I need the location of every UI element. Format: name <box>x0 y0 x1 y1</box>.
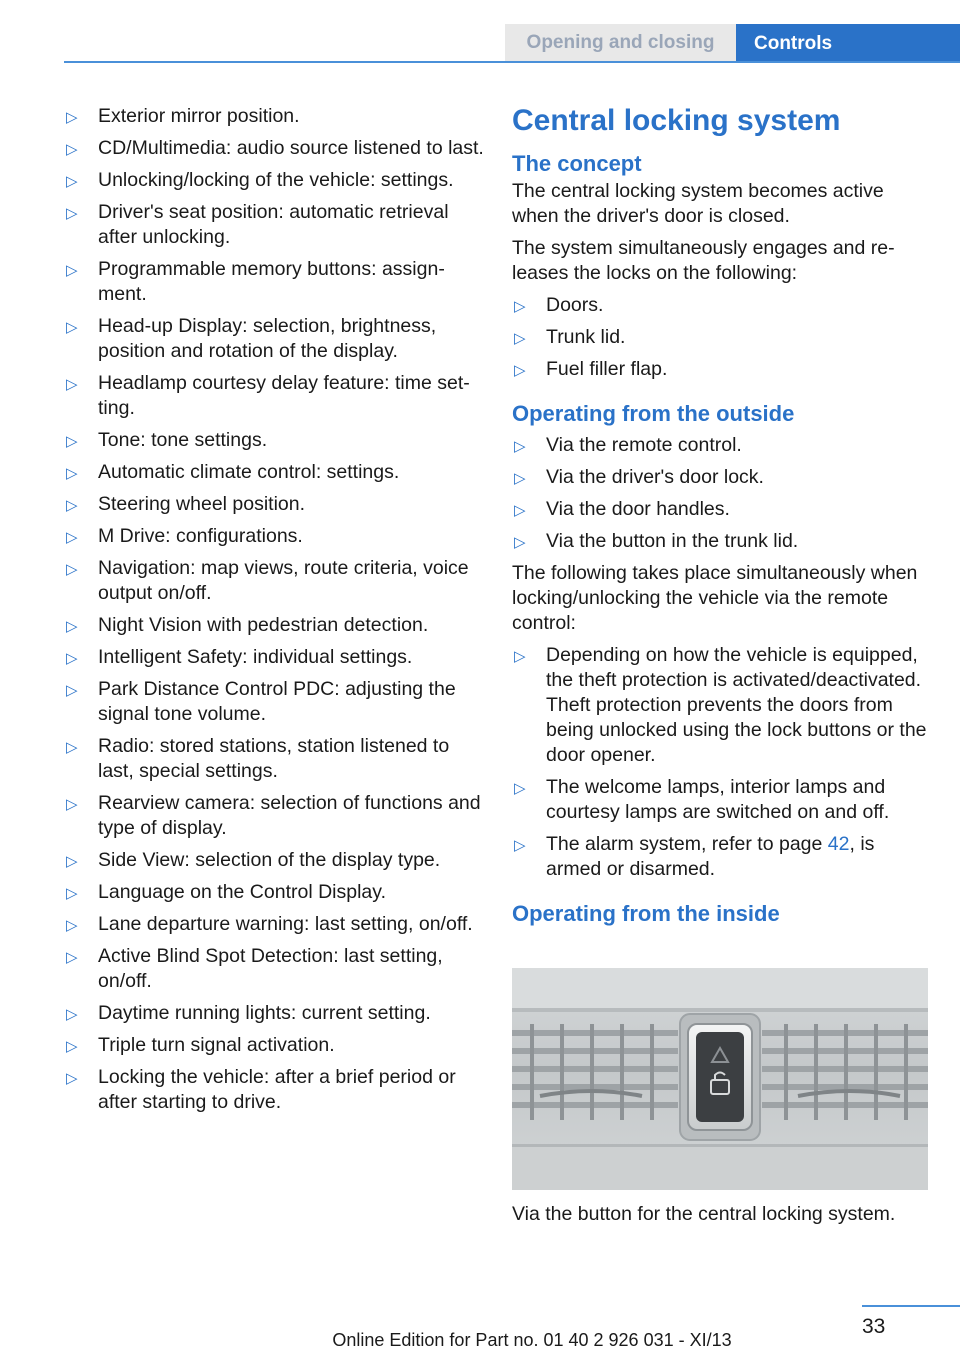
footer-rule <box>862 1305 960 1307</box>
remote-effects-list <box>512 643 932 882</box>
triangle-bullet-icon: ▷ <box>66 173 78 190</box>
triangle-bullet-icon: ▷ <box>514 502 526 519</box>
triangle-bullet-icon: ▷ <box>66 917 78 934</box>
page-number: 33 <box>862 1315 886 1338</box>
triangle-bullet-icon: ▷ <box>66 618 78 635</box>
triangle-bullet-icon: ▷ <box>514 298 526 315</box>
list-item: ▷ Doors. <box>512 293 932 318</box>
triangle-bullet-icon: ▷ <box>514 837 526 854</box>
triangle-bullet-icon: ▷ <box>66 682 78 699</box>
triangle-bullet-icon: ▷ <box>66 1070 78 1087</box>
triangle-bullet-icon: ▷ <box>66 109 78 126</box>
triangle-bullet-icon: ▷ <box>66 319 78 336</box>
triangle-bullet-icon: ▷ <box>66 796 78 813</box>
triangle-bullet-icon: ▷ <box>66 853 78 870</box>
list-item: ▷ Tone: tone settings. <box>64 428 484 453</box>
list-item: ▷ Side View: selection of the display type. <box>64 848 484 873</box>
inside-heading: Operating from the inside <box>512 901 780 926</box>
triangle-bullet-icon: ▷ <box>514 438 526 455</box>
triangle-bullet-icon: ▷ <box>66 739 78 756</box>
triangle-bullet-icon: ▷ <box>66 1038 78 1055</box>
list-item: ▷ Automatic climate control: settings. <box>64 460 484 485</box>
triangle-bullet-icon: ▷ <box>66 497 78 514</box>
list-item: ▷ Locking the vehicle: after a brief period or after starting to drive. <box>66 1066 456 1113</box>
list-item: ▷ Steering wheel position. <box>64 492 484 517</box>
triangle-bullet-icon: ▷ <box>514 470 526 487</box>
outside-paragraph: The following takes place simultaneously when locking/unlocking the vehicle via the remote control: <box>512 562 918 634</box>
outside-list <box>512 433 932 554</box>
concept-paragraph-2: The system simultaneously engages and releases the locks on the following: <box>512 237 895 284</box>
list-item: ▷ Driver's seat position: automatic retrieval after unlocking. <box>66 201 449 248</box>
list-item: ▷ The alarm system, refer to page 42, is armed or disarmed. <box>514 833 875 880</box>
list-item: ▷ Trunk lid. <box>512 325 932 350</box>
header-tab-opening-closing: Opening and closing <box>505 24 736 61</box>
list-item: ▷ Via the driver's door lock. <box>512 465 932 490</box>
list-item: ▷ Language on the Control Display. <box>64 880 484 905</box>
triangle-bullet-icon: ▷ <box>66 529 78 546</box>
list-item: ▷ Depending on how the vehicle is equipped, the theft protection is activated/deactivated. Theft protection prevents the doors from being unlocked using the lock buttons or the door opener. <box>514 644 927 766</box>
triangle-bullet-icon: ▷ <box>514 648 526 665</box>
list-item: ▷ Exterior mirror position. <box>64 104 484 129</box>
outside-heading: Operating from the outside <box>512 401 795 426</box>
list-item: ▷ Active Blind Spot Detection: last setting, on/off. <box>66 945 443 992</box>
footer-edition: Online Edition for Part no. 01 40 2 926 031 - XI/13 <box>332 1330 732 1350</box>
list-item: ▷ Daytime running lights: current setting. <box>64 1001 484 1026</box>
memory-settings-list <box>64 104 484 1115</box>
list-item: ▷ CD/Multimedia: audio source listened to last. <box>64 136 484 161</box>
triangle-bullet-icon: ▷ <box>66 465 78 482</box>
left-column <box>64 104 484 1122</box>
list-item: ▷ Via the remote control. <box>512 433 932 458</box>
right-column <box>512 104 932 933</box>
list-item: ▷ Unlocking/locking of the vehicle: settings. <box>64 168 484 193</box>
concept-paragraph-1: The central locking system becomes active when the driver's door is closed. <box>512 180 884 227</box>
triangle-bullet-icon: ▷ <box>66 376 78 393</box>
list-item: ▷ Intelligent Safety: individual settings. <box>64 645 484 670</box>
triangle-bullet-icon: ▷ <box>66 1006 78 1023</box>
section-title: Central locking system <box>512 104 841 137</box>
triangle-bullet-icon: ▷ <box>514 780 526 797</box>
list-item: ▷ Rearview camera: selection of functions and type of display. <box>66 792 481 839</box>
vent-panel-illustration <box>512 968 928 1190</box>
list-item: ▷ M Drive: configurations. <box>64 524 484 549</box>
list-item: ▷ Via the door handles. <box>512 497 932 522</box>
triangle-bullet-icon: ▷ <box>66 650 78 667</box>
list-item: ▷ Programmable memory buttons: assignment. <box>66 258 445 305</box>
concept-list <box>512 293 932 382</box>
triangle-bullet-icon: ▷ <box>514 362 526 379</box>
triangle-bullet-icon: ▷ <box>514 330 526 347</box>
list-item: ▷ The welcome lamps, interior lamps and courtesy lamps are switched on and off. <box>514 776 890 823</box>
list-item: ▷ Head-up Display: selection, brightness, position and rotation of the display. <box>66 315 437 362</box>
header-tab-controls: Controls <box>736 24 960 63</box>
list-item: ▷ Via the button in the trunk lid. <box>512 529 932 554</box>
triangle-bullet-icon: ▷ <box>66 141 78 158</box>
page-reference-link[interactable]: 42 <box>827 833 850 855</box>
triangle-bullet-icon: ▷ <box>66 949 78 966</box>
list-item: ▷ Triple turn signal activation. <box>64 1033 484 1058</box>
list-item: ▷ Fuel filler flap. <box>512 357 932 382</box>
list-item: ▷ Lane departure warning: last setting, on/off. <box>64 912 484 937</box>
triangle-bullet-icon: ▷ <box>514 534 526 551</box>
triangle-bullet-icon: ▷ <box>66 205 78 222</box>
central-locking-button-photo <box>512 968 928 1190</box>
triangle-bullet-icon: ▷ <box>66 262 78 279</box>
list-item: ▷ Navigation: map views, route criteria, voice output on/off. <box>66 557 469 604</box>
list-item: ▷ Headlamp courtesy delay feature: time setting. <box>66 372 470 419</box>
list-item: ▷ Park Distance Control PDC: adjusting the signal tone volume. <box>66 678 456 725</box>
list-item: ▷ Night Vision with pedestrian detection. <box>64 613 484 638</box>
triangle-bullet-icon: ▷ <box>66 885 78 902</box>
header-rule <box>64 61 960 63</box>
figure-caption: Via the button for the central locking system. <box>512 1203 896 1225</box>
concept-heading: The concept <box>512 151 642 176</box>
triangle-bullet-icon: ▷ <box>66 561 78 578</box>
triangle-bullet-icon: ▷ <box>66 433 78 450</box>
list-item: ▷ Radio: stored stations, station listened to last, special settings. <box>66 735 450 782</box>
